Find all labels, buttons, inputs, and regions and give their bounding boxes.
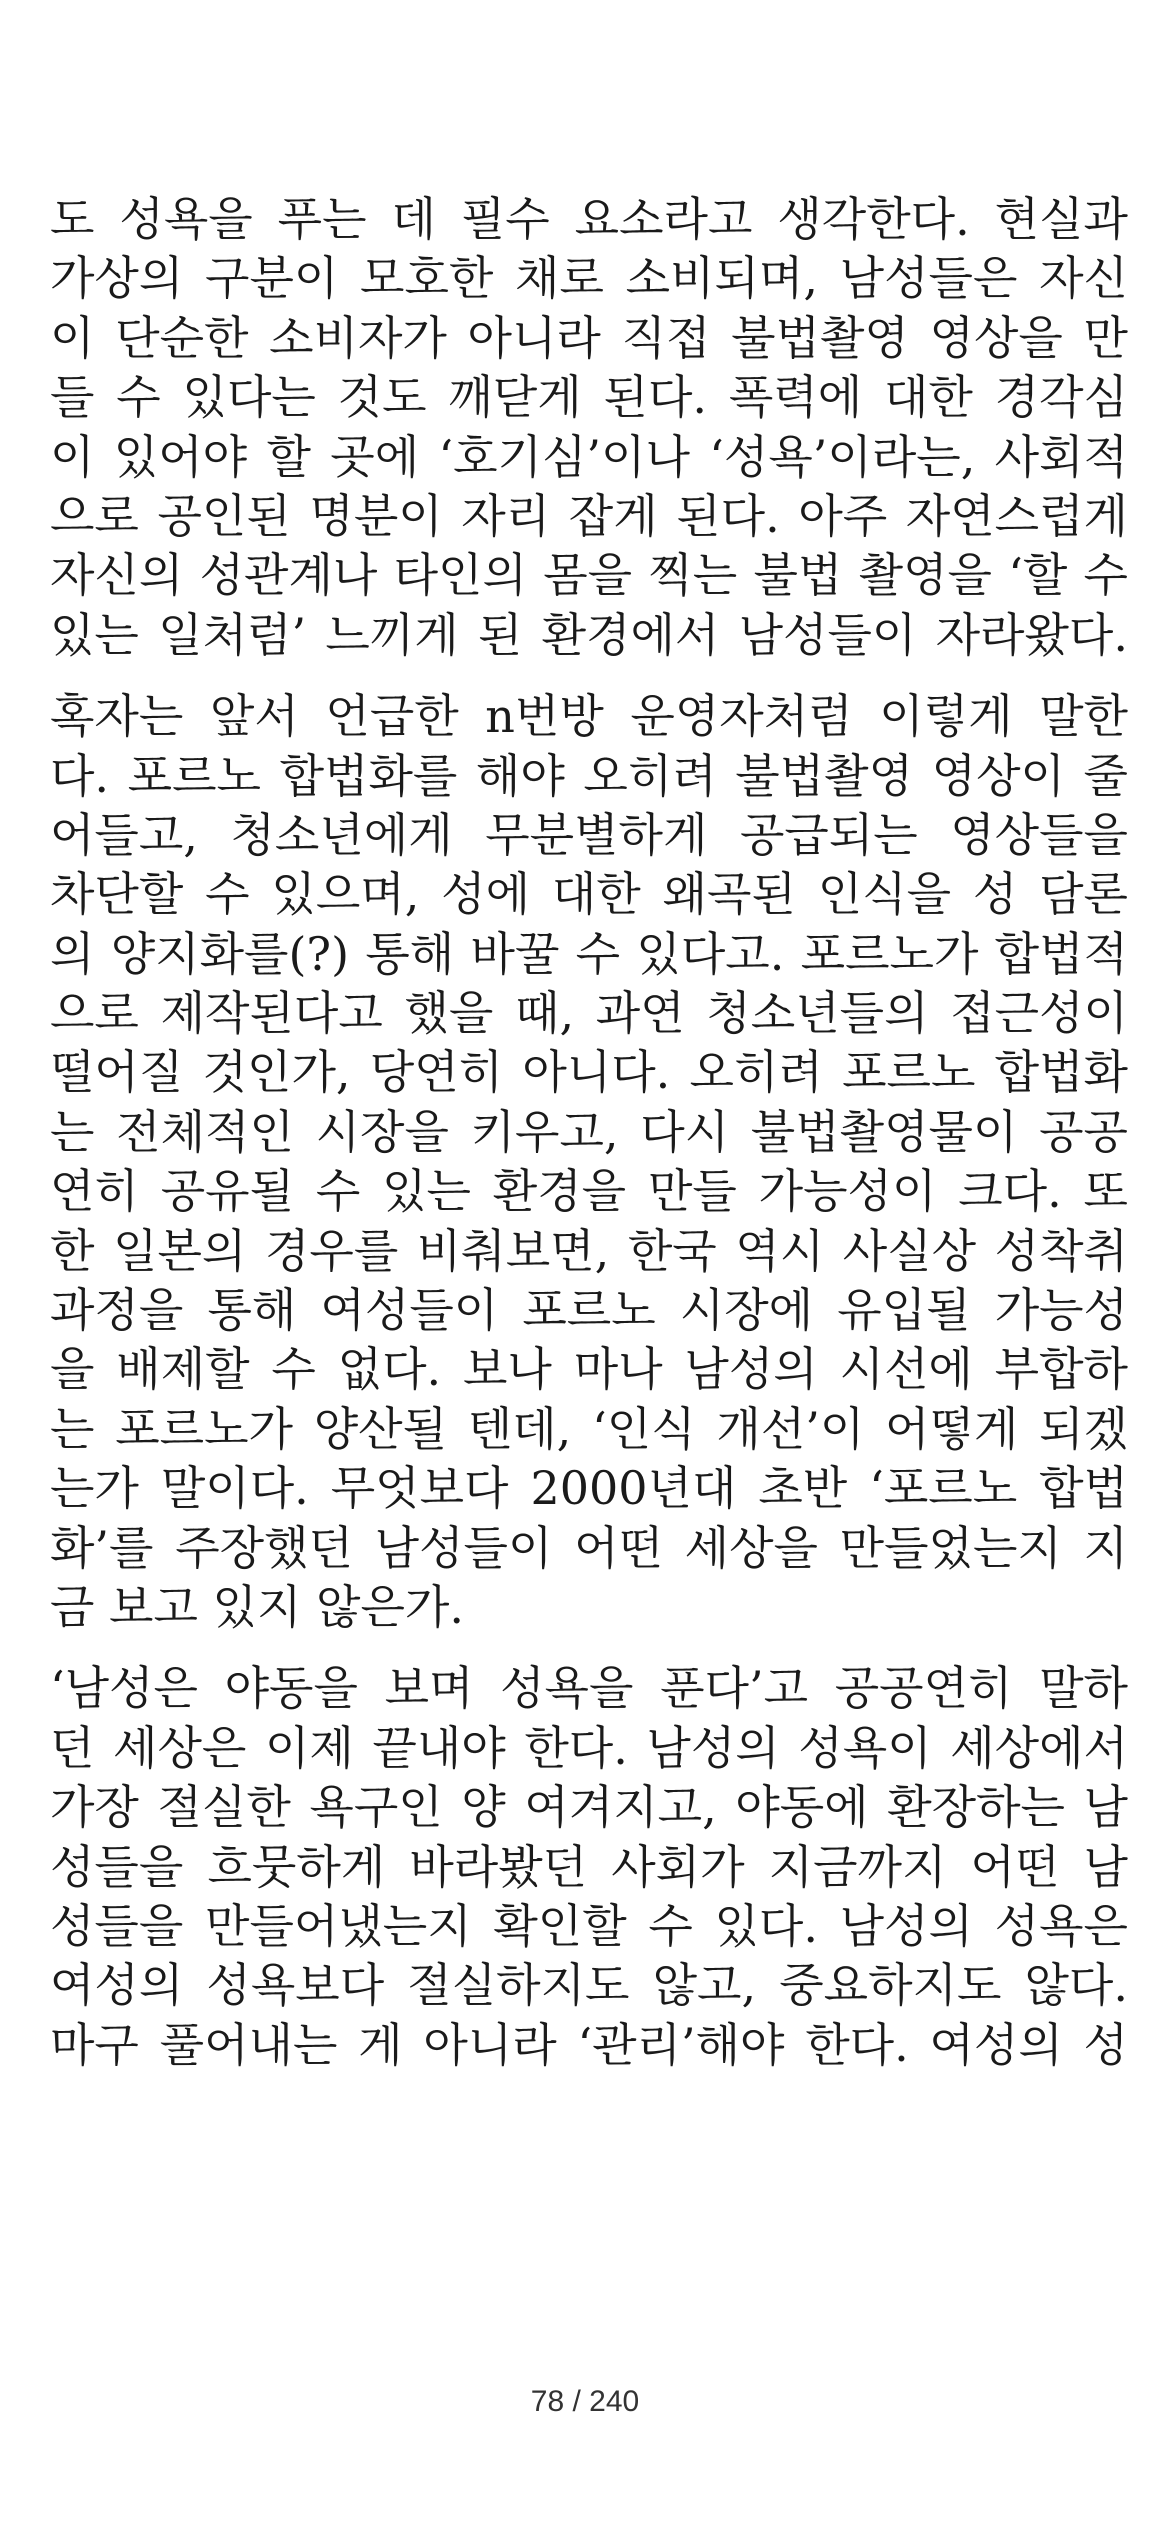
text-line: 는 전체적인 시장을 키우고, 다시 불법촬영물이 공공 xyxy=(50,1104,1128,1159)
text-line: 들 수 있다는 것도 깨닫게 된다. 폭력에 대한 경각심 xyxy=(50,370,1128,425)
text-line: 금 보고 있지 않은가. xyxy=(50,1579,464,1634)
text-line: 이 있어야 할 곳에 ‘호기심’이나 ‘성욕’이라는, 사회적 xyxy=(50,429,1128,484)
text-line: 도 성욕을 푸는 데 필수 요소라고 생각한다. 현실과 xyxy=(50,192,1128,246)
page-text-body xyxy=(50,190,1128,2097)
text-line: 던 세상은 이제 끝내야 한다. 남성의 성욕이 세상에서 xyxy=(50,1720,1128,1775)
text-line: 의 양지화를(?) 통해 바꿀 수 있다고. 포르노가 합법적 xyxy=(50,926,1128,981)
text-line: 한 일본의 경우를 비춰보면, 한국 역시 사실상 성착취 xyxy=(50,1223,1128,1278)
text-line: 는가 말이다. 무엇보다 2000년대 초반 ‘포르노 합법 xyxy=(50,1461,1128,1516)
text-line: 으로 공인된 명분이 자리 잡게 된다. 아주 자연스럽게 xyxy=(50,488,1128,543)
text-line: 으로 제작된다고 했을 때, 과연 청소년들의 접근성이 xyxy=(50,986,1128,1041)
text-line: 가상의 구분이 모호한 채로 소비되며, 남성들은 자신 xyxy=(50,251,1128,306)
paragraph-2 xyxy=(50,687,1128,1637)
page-indicator: 78 / 240 xyxy=(530,2385,640,2418)
text-line: 가장 절실한 욕구인 양 여겨지고, 야동에 환장하는 남 xyxy=(50,1780,1128,1835)
text-line: 과정을 통해 여성들이 포르노 시장에 유입될 가능성 xyxy=(50,1283,1128,1338)
text-line: 성들을 흐뭇하게 바라봤던 사회가 지금까지 어떤 남 xyxy=(50,1839,1128,1894)
text-line: 이 단순한 소비자가 아니라 직접 불법촬영 영상을 만 xyxy=(50,310,1128,365)
paragraph-1 xyxy=(50,190,1128,665)
text-line: 자신의 성관계나 타인의 몸을 찍는 불법 촬영을 ‘할 수 xyxy=(50,548,1128,603)
text-line: 어들고, 청소년에게 무분별하게 공급되는 영상들을 xyxy=(50,807,1128,862)
text-line: 혹자는 앞서 언급한 n번방 운영자처럼 이렇게 말한 xyxy=(50,689,1128,744)
text-line: 있는 일처럼’ 느끼게 된 환경에서 남성들이 자라왔다. xyxy=(50,607,1128,662)
text-line: 여성의 성욕보다 절실하지도 않고, 중요하지도 않다. xyxy=(50,1958,1128,2013)
text-line: ‘남성은 야동을 보며 성욕을 푼다’고 공공연히 말하 xyxy=(50,1661,1128,1716)
text-line: 차단할 수 있으며, 성에 대한 왜곡된 인식을 성 담론 xyxy=(50,867,1128,922)
text-line: 성들을 만들어냈는지 확인할 수 있다. 남성의 성욕은 xyxy=(50,1898,1128,1953)
text-line: 마구 풀어내는 게 아니라 ‘관리’해야 한다. 여성의 성 xyxy=(50,2017,1128,2072)
text-line: 떨어질 것인가, 당연히 아니다. 오히려 포르노 합법화 xyxy=(50,1045,1128,1100)
text-line: 연히 공유될 수 있는 환경을 만들 가능성이 크다. 또 xyxy=(50,1164,1128,1219)
text-line: 을 배제할 수 없다. 보나 마나 남성의 시선에 부합하 xyxy=(50,1342,1128,1397)
paragraph-3 xyxy=(50,1659,1128,2075)
text-line: 는 포르노가 양산될 텐데, ‘인식 개선’이 어떻게 되겠 xyxy=(50,1401,1128,1456)
text-line: 화’를 주장했던 남성들이 어떤 세상을 만들었는지 지 xyxy=(50,1520,1128,1575)
text-line: 다. 포르노 합법화를 해야 오히려 불법촬영 영상이 줄 xyxy=(50,748,1128,803)
